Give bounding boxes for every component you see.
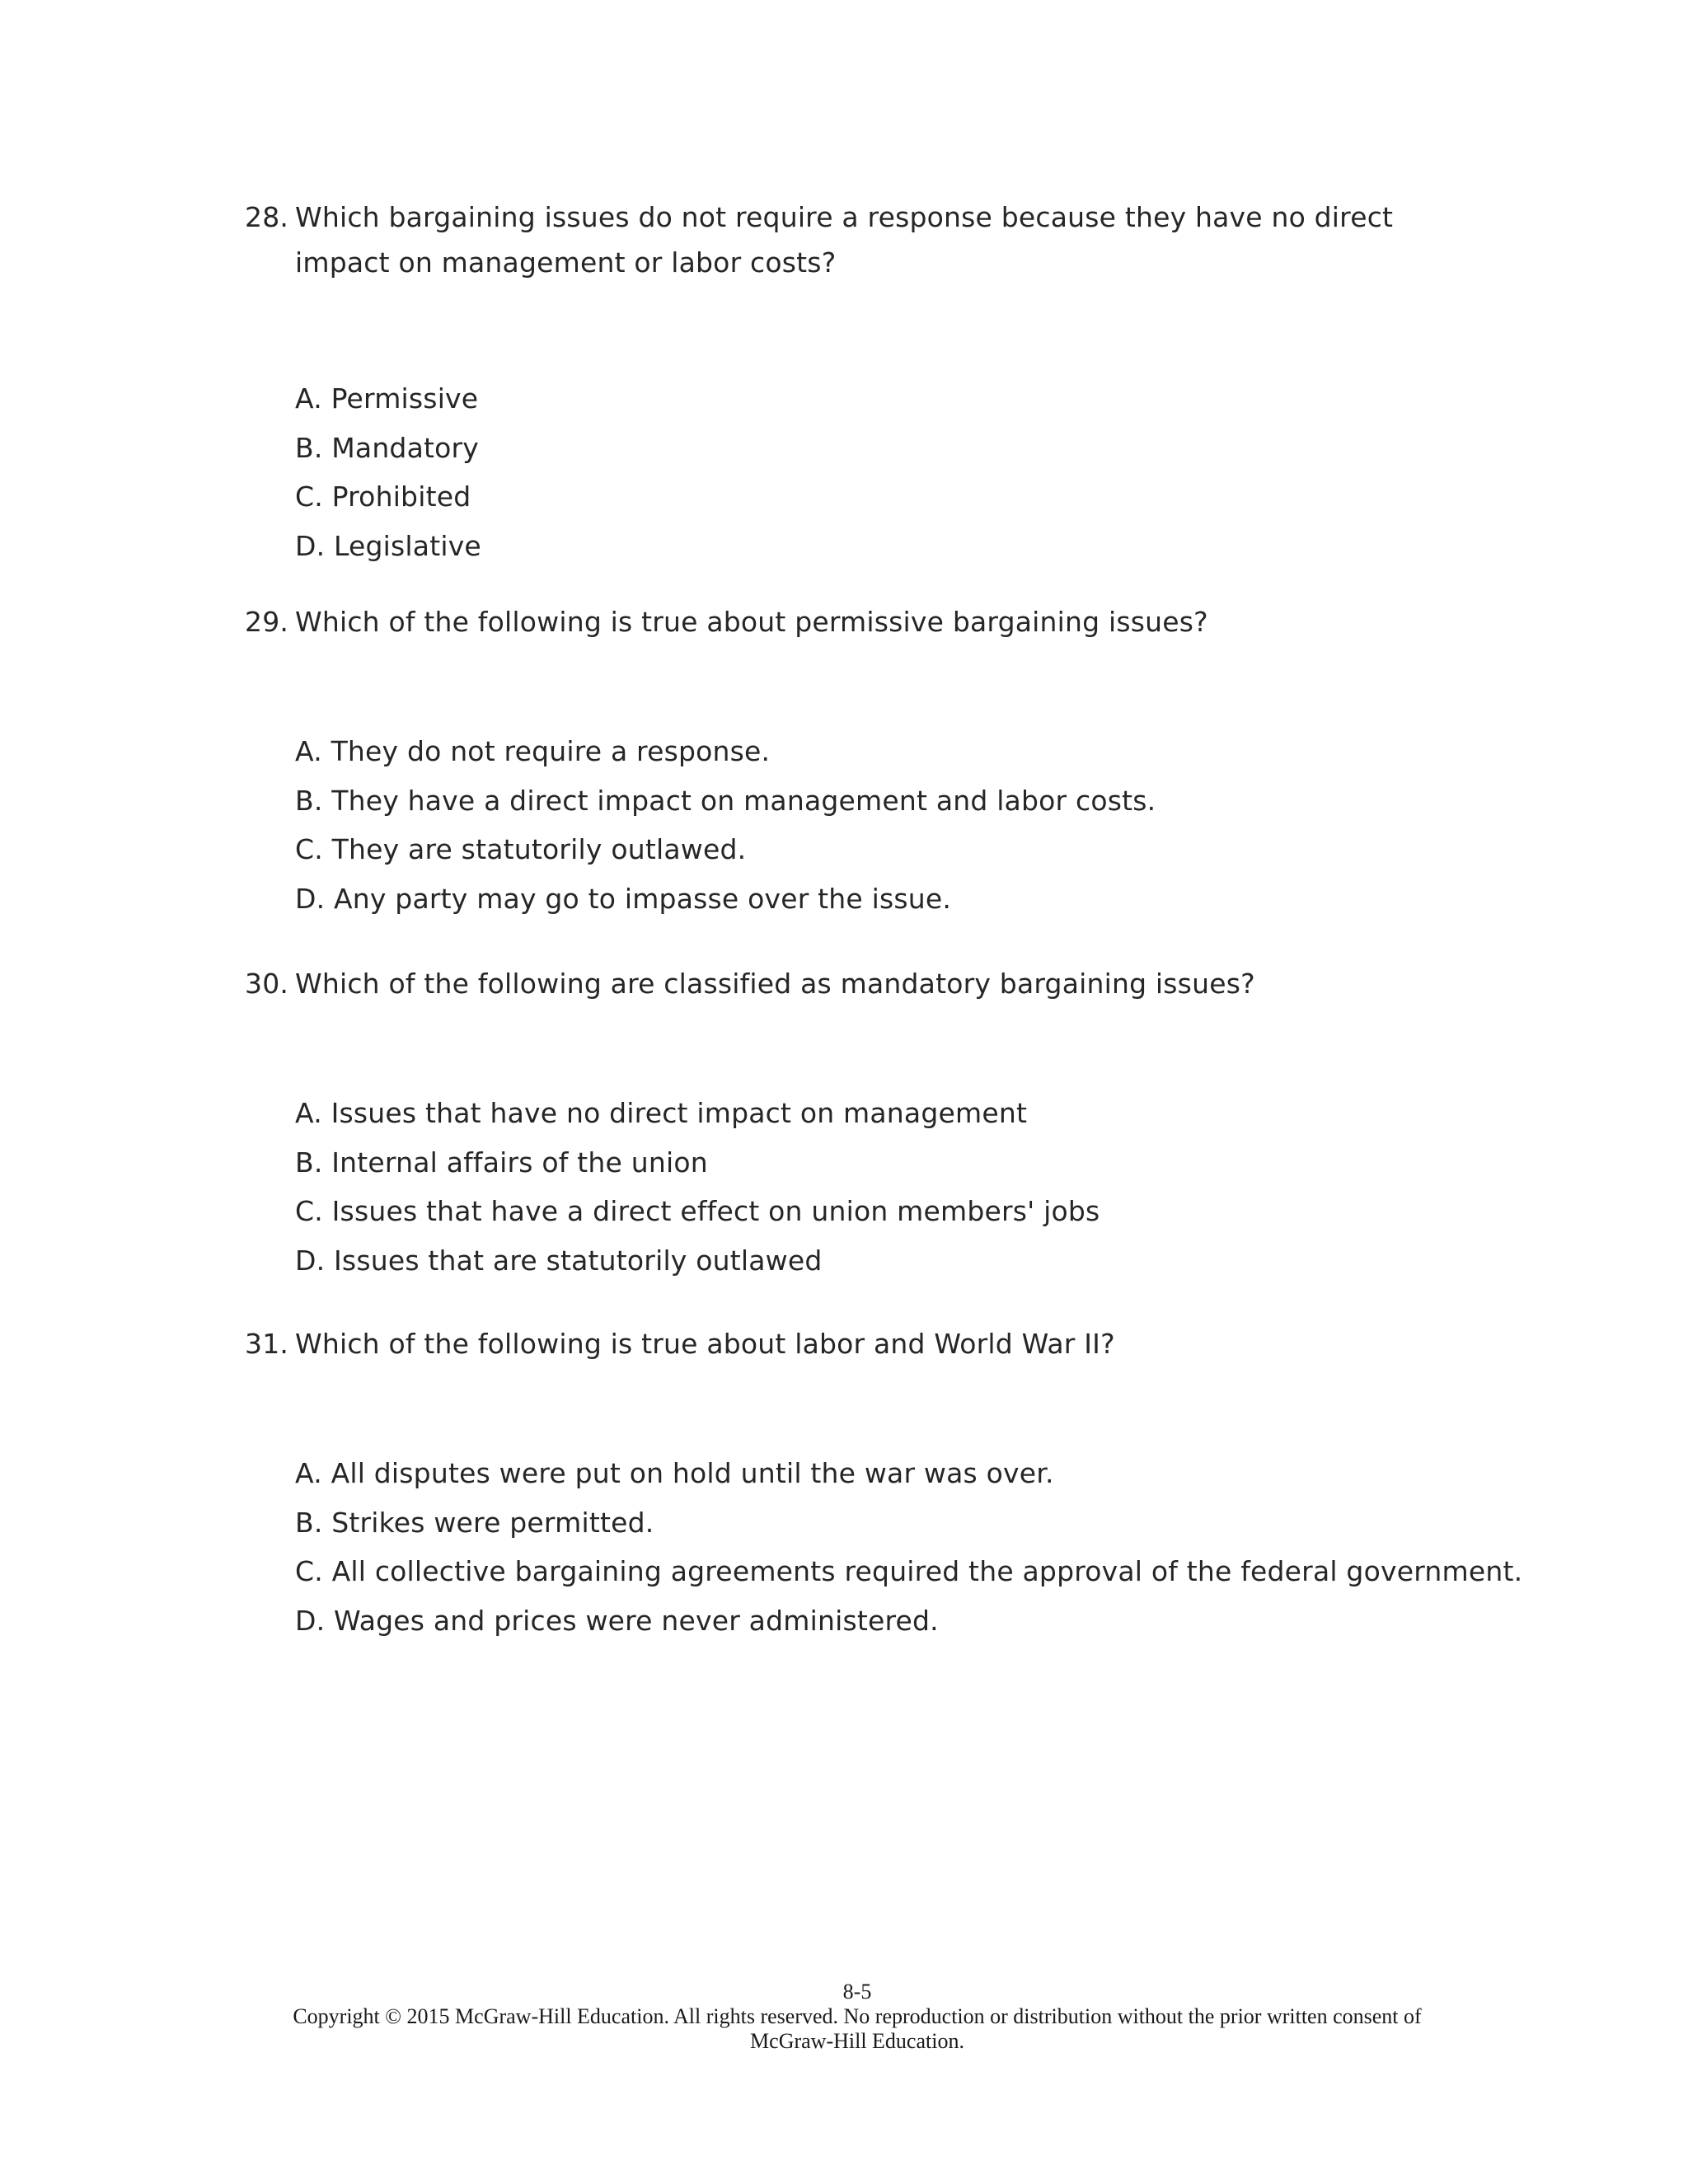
answer-option-d: D. Wages and prices were never administered.	[295, 1604, 939, 1637]
question-text: Which of the following is true about permissive bargaining issues?	[295, 606, 1208, 638]
question-number: 28.	[245, 201, 289, 233]
answer-option-a: A. Issues that have no direct impact on management	[295, 1097, 1028, 1129]
answer-option-b: B. Mandatory	[295, 431, 480, 464]
answer-option-c: C. Issues that have a direct effect on union members' jobs	[295, 1195, 1100, 1227]
answer-option-c: C. They are statutorily outlawed.	[295, 833, 747, 865]
answer-options	[295, 1449, 1523, 1645]
answer-option-b: B. They have a direct impact on management and labor costs.	[295, 784, 1156, 817]
page-number: 8-5	[842, 1980, 872, 2004]
answer-options	[295, 374, 1448, 570]
question-30	[245, 961, 1448, 1285]
question-31	[245, 1321, 1523, 1645]
answer-option-c: C. All collective bargaining agreements required the approval of the federal government.	[295, 1555, 1523, 1587]
answer-option-a: A. Permissive	[295, 382, 479, 415]
question-number: 30.	[245, 968, 289, 1000]
question-stem	[245, 1321, 1448, 1366]
question-stem	[245, 599, 1448, 644]
copyright-line-1: Copyright © 2015 McGraw-Hill Education. All rights reserved. No reproduction or distribution without the prior written consent of	[293, 2004, 1422, 2028]
answer-option-a: A. They do not require a response.	[295, 735, 771, 767]
copyright-line-2: McGraw-Hill Education.	[750, 2029, 964, 2053]
answer-options	[295, 727, 1448, 923]
question-number: 29.	[245, 606, 289, 638]
answer-option-a: A. All disputes were put on hold until the war was over.	[295, 1457, 1054, 1489]
question-stem	[245, 961, 1448, 1006]
answer-option-c: C. Prohibited	[295, 480, 471, 513]
answer-options	[295, 1089, 1448, 1285]
answer-option-b: B. Strikes were permitted.	[295, 1506, 654, 1539]
question-text: Which of the following are classified as mandatory bargaining issues?	[295, 968, 1255, 1000]
question-number: 31.	[245, 1328, 289, 1360]
answer-option-b: B. Internal affairs of the union	[295, 1146, 708, 1179]
question-28	[245, 194, 1448, 570]
question-text: Which bargaining issues do not require a response because they have no direct impact on management or labor costs?	[295, 201, 1394, 279]
question-text: Which of the following is true about labor and World War II?	[295, 1328, 1115, 1360]
page-footer	[272, 1980, 1442, 2054]
answer-option-d: D. Issues that are statutorily outlawed	[295, 1244, 823, 1277]
answer-option-d: D. Any party may go to impasse over the issue.	[295, 882, 952, 915]
answer-option-d: D. Legislative	[295, 529, 481, 562]
question-stem	[245, 194, 1448, 285]
question-29	[245, 599, 1448, 923]
